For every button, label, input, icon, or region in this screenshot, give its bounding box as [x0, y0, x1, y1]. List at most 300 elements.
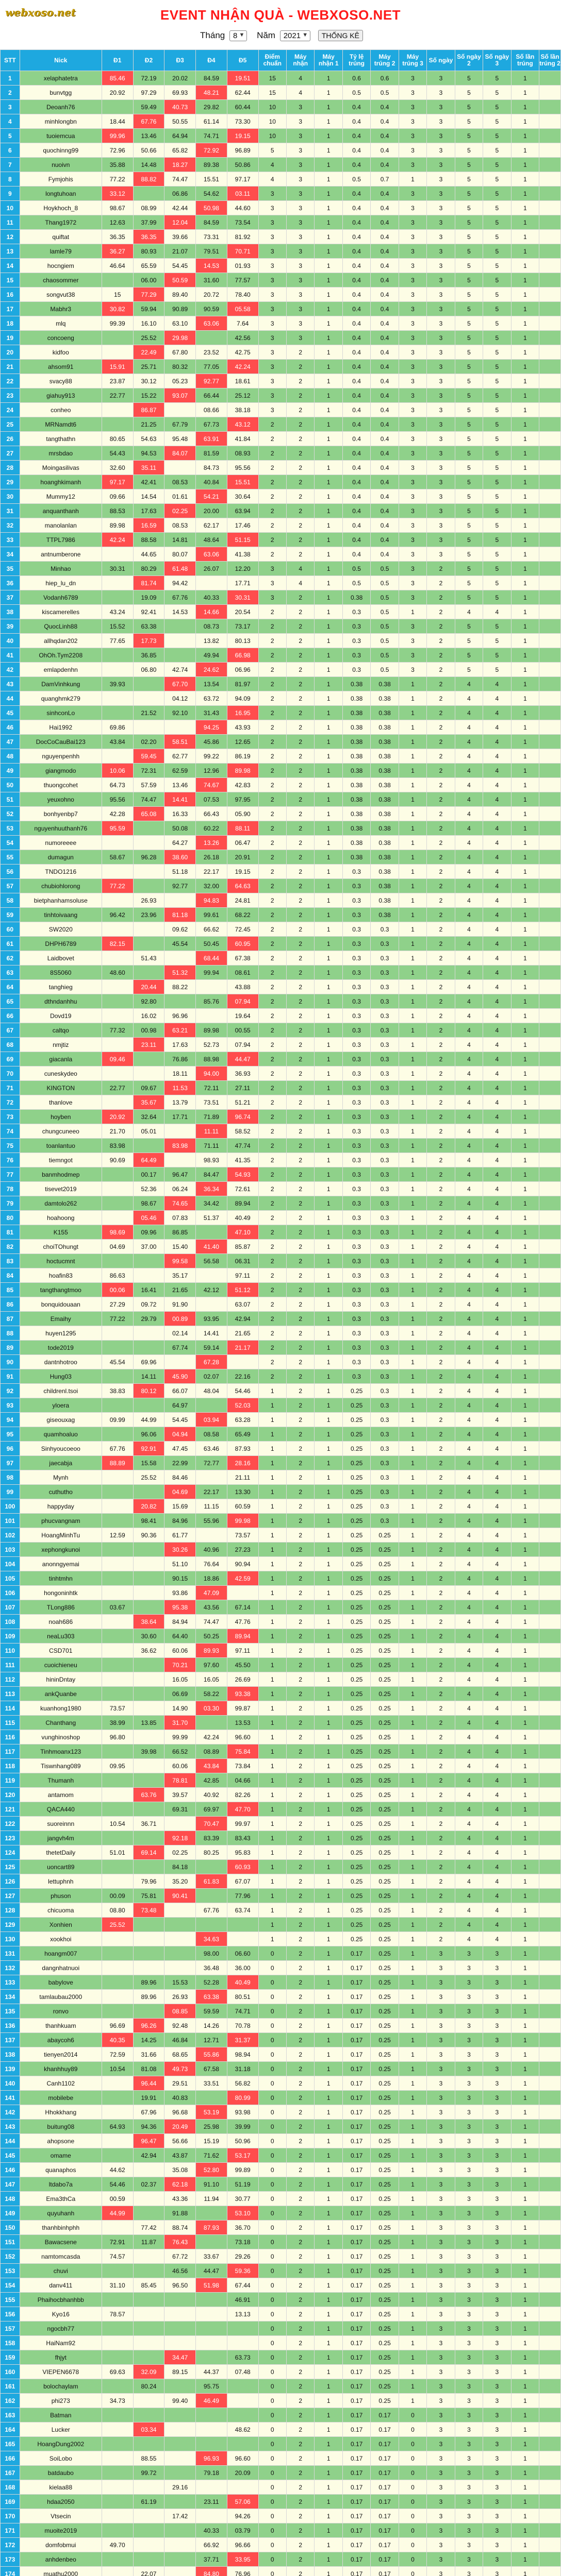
score-cell: 94.53: [133, 446, 164, 461]
stat-cell: 1: [511, 908, 539, 922]
nick-cell[interactable]: phucvangnam: [20, 1514, 102, 1528]
nick-cell[interactable]: DocCoCauBai123: [20, 735, 102, 749]
score-cell: [102, 1095, 133, 1110]
nick-cell[interactable]: thuongcohet: [20, 778, 102, 792]
nick-cell[interactable]: kuanhong1980: [20, 1701, 102, 1716]
nick-cell[interactable]: vunghinoshop: [20, 1730, 102, 1744]
score-cell: [133, 1961, 164, 1975]
nick-cell[interactable]: concoeng: [20, 331, 102, 345]
table-row: [1, 2278, 561, 2293]
score-cell: 05.58: [227, 302, 258, 316]
nick-cell[interactable]: Kyo16: [20, 2307, 102, 2321]
table-row: [1, 1903, 561, 1918]
nick-cell[interactable]: Hoykhoch_8: [20, 201, 102, 215]
nick-cell[interactable]: KINGTON: [20, 1081, 102, 1095]
nick-cell[interactable]: quanghmk279: [20, 691, 102, 706]
stat-cell: [539, 504, 561, 518]
nick-cell[interactable]: Thang1972: [20, 215, 102, 230]
nick-cell[interactable]: HoangDung2002: [20, 2437, 102, 2451]
score-cell: 13.13: [227, 2307, 258, 2321]
stat-cell: [539, 1081, 561, 1095]
nick-cell[interactable]: ltdabo7a: [20, 2177, 102, 2192]
nick-cell[interactable]: Fymjohis: [20, 172, 102, 187]
nick-cell[interactable]: tangthathn: [20, 432, 102, 446]
nick-cell[interactable]: 8S5060: [20, 965, 102, 980]
nick-cell[interactable]: tinhtoivaang: [20, 908, 102, 922]
nick-cell[interactable]: hocngiem: [20, 259, 102, 273]
score-cell: 70.21: [164, 1658, 196, 1672]
nick-cell[interactable]: bonquidouaan: [20, 1297, 102, 1312]
score-cell: 30.82: [102, 302, 133, 316]
nick-cell[interactable]: Hai1992: [20, 720, 102, 735]
nick-cell[interactable]: dantnhotroo: [20, 1355, 102, 1369]
nick-cell[interactable]: hiep_lu_dn: [20, 576, 102, 590]
score-cell: 57.59: [133, 778, 164, 792]
nick-cell[interactable]: QuocLinh88: [20, 619, 102, 634]
nick-cell[interactable]: ngocbh77: [20, 2321, 102, 2336]
nick-cell[interactable]: caltqo: [20, 1023, 102, 1038]
nick-cell[interactable]: SoiLobo: [20, 2451, 102, 2466]
stat-cell: 3: [455, 2495, 483, 2509]
nick-cell[interactable]: jaecabja: [20, 1456, 102, 1470]
nick-cell[interactable]: yeuxohno: [20, 792, 102, 807]
stat-cell: 1: [511, 2062, 539, 2076]
nick-cell[interactable]: HaiNam92: [20, 2336, 102, 2350]
nick-cell[interactable]: quamhoaluo: [20, 1427, 102, 1442]
stat-cell: 3: [427, 2509, 455, 2523]
score-cell: 62.59: [164, 764, 196, 778]
nick-cell[interactable]: longtuhoan: [20, 187, 102, 201]
nick-cell[interactable]: Hung03: [20, 1369, 102, 1384]
score-cell: 77.65: [102, 634, 133, 648]
nick-cell[interactable]: minhlongbn: [20, 114, 102, 129]
rank-cell: 43: [1, 677, 20, 691]
stat-cell: 1: [399, 1773, 426, 1788]
nick-cell[interactable]: phuson: [20, 1889, 102, 1903]
nick-cell[interactable]: hdaa2050: [20, 2495, 102, 2509]
stat-cell: 4: [483, 865, 511, 879]
table-row: [1, 2120, 561, 2134]
nick-cell[interactable]: hoanghkimanh: [20, 475, 102, 489]
stat-cell: 0.25: [371, 1788, 399, 1802]
nick-cell[interactable]: tinhtmhn: [20, 1571, 102, 1586]
month-select[interactable]: [229, 30, 247, 41]
nick-cell[interactable]: neaLu303: [20, 1629, 102, 1643]
nick-cell[interactable]: abaycoh6: [20, 2033, 102, 2047]
nick-cell[interactable]: toanlantuo: [20, 1139, 102, 1153]
stat-cell: 4: [286, 71, 314, 86]
stat-cell: 0.25: [371, 2033, 399, 2047]
nick-cell[interactable]: anhdenbeo: [20, 2552, 102, 2567]
nick-cell[interactable]: Tiswnhang089: [20, 1759, 102, 1773]
stat-cell: [539, 2365, 561, 2379]
stat-cell: 0.17: [342, 1946, 370, 1961]
nick-cell[interactable]: nuoivn: [20, 158, 102, 172]
rank-cell: 76: [1, 1153, 20, 1167]
score-cell: 32.00: [196, 879, 227, 893]
nick-cell[interactable]: jangvh4m: [20, 1831, 102, 1845]
stat-cell: 0.4: [342, 446, 370, 461]
nick-cell[interactable]: hoyben: [20, 1110, 102, 1124]
nick-cell[interactable]: thanhkuam: [20, 2019, 102, 2033]
nick-cell[interactable]: sinhconLo: [20, 706, 102, 720]
nick-cell[interactable]: svacy88: [20, 374, 102, 388]
nick-cell[interactable]: cuthutho: [20, 1485, 102, 1499]
nick-cell[interactable]: quyuhanh: [20, 2206, 102, 2221]
stat-cell: 4: [483, 937, 511, 951]
rank-cell: 6: [1, 143, 20, 158]
year-select[interactable]: [280, 30, 310, 41]
nick-cell[interactable]: chubiohlorong: [20, 879, 102, 893]
nick-cell[interactable]: dthndanhhu: [20, 994, 102, 1009]
nick-cell[interactable]: Vtsecin: [20, 2509, 102, 2523]
nick-cell[interactable]: TNDO1216: [20, 865, 102, 879]
nick-cell[interactable]: namtomcasda: [20, 2249, 102, 2264]
nick-cell[interactable]: numoreeee: [20, 836, 102, 850]
nick-cell[interactable]: thanhbinhphh: [20, 2221, 102, 2235]
nick-cell[interactable]: SW2020: [20, 922, 102, 937]
table-row: [1, 461, 561, 475]
nick-cell[interactable]: QACA440: [20, 1802, 102, 1817]
nick-cell[interactable]: conheo: [20, 403, 102, 417]
nick-cell[interactable]: OhOh.Tym2208: [20, 648, 102, 663]
nick-cell[interactable]: nmjtiz: [20, 1038, 102, 1052]
nick-cell[interactable]: hoafin83: [20, 1268, 102, 1283]
stat-cell: 2: [286, 2538, 314, 2552]
nick-cell[interactable]: xephongkunoi: [20, 1543, 102, 1557]
table-row: [1, 2307, 561, 2321]
nick-cell[interactable]: kiscamerelles: [20, 605, 102, 619]
nick-cell[interactable]: antamom: [20, 1788, 102, 1802]
nick-cell[interactable]: danv411: [20, 2278, 102, 2293]
score-cell: 11.15: [196, 1499, 227, 1514]
stat-cell: 1: [399, 1341, 426, 1355]
nick-cell[interactable]: CSD701: [20, 1643, 102, 1658]
nick-cell[interactable]: songvut38: [20, 287, 102, 302]
nick-cell[interactable]: buitung08: [20, 2120, 102, 2134]
stat-cell: 1: [399, 1788, 426, 1802]
nick-cell[interactable]: tienyen2014: [20, 2047, 102, 2062]
nick-cell[interactable]: quiftat: [20, 230, 102, 244]
stat-cell: 2: [427, 1326, 455, 1341]
stat-cell: 3: [427, 1990, 455, 2004]
stat-cell: [539, 533, 561, 547]
nick-cell[interactable]: Lucker: [20, 2422, 102, 2437]
nick-cell[interactable]: TTPL7986: [20, 533, 102, 547]
nick-cell[interactable]: bietphanhamsoluse: [20, 893, 102, 908]
stat-cell: 0.38: [342, 691, 370, 706]
nick-cell[interactable]: tisevet2019: [20, 1182, 102, 1196]
stat-cell: 0.17: [371, 2408, 399, 2422]
nick-cell[interactable]: anquanthanh: [20, 504, 102, 518]
nick-cell[interactable]: kidfoo: [20, 345, 102, 360]
nick-cell[interactable]: emlapdenhn: [20, 663, 102, 677]
stat-cell: 1: [511, 1038, 539, 1052]
score-cell: [102, 1874, 133, 1889]
score-cell: 96.74: [227, 1110, 258, 1124]
nick-cell[interactable]: tuoiemcua: [20, 129, 102, 143]
score-cell: [196, 1009, 227, 1023]
nick-cell[interactable]: xookhoi: [20, 1932, 102, 1946]
stat-cell: 4: [455, 1918, 483, 1932]
rank-cell: 96: [1, 1442, 20, 1456]
stat-cell: 2: [286, 1557, 314, 1571]
nick-cell[interactable]: mrsbdao: [20, 446, 102, 461]
stat-cell: 5: [483, 388, 511, 403]
stat-cell: 1: [315, 2394, 342, 2408]
nick-cell[interactable]: K155: [20, 1225, 102, 1240]
score-cell: [102, 2221, 133, 2235]
stat-cell: 0.4: [342, 360, 370, 374]
nick-cell[interactable]: Dovd19: [20, 1009, 102, 1023]
score-cell: 80.24: [133, 2379, 164, 2394]
stat-cell: 1: [315, 518, 342, 533]
stat-cell: 3: [483, 2437, 511, 2451]
score-cell: 86.87: [133, 403, 164, 417]
nick-cell[interactable]: giseouxag: [20, 1413, 102, 1427]
stat-cell: 4: [483, 994, 511, 1009]
nick-cell[interactable]: Laidbovet: [20, 951, 102, 965]
nick-cell[interactable]: bonhyenbp7: [20, 807, 102, 821]
nick-cell[interactable]: tangthangtmoo: [20, 1283, 102, 1297]
nick-cell[interactable]: xelaphatetra: [20, 71, 102, 86]
nick-cell[interactable]: muathu2000: [20, 2567, 102, 2576]
nick-cell[interactable]: giahuy913: [20, 388, 102, 403]
score-cell: 26.07: [196, 562, 227, 576]
table-row: [1, 2148, 561, 2163]
nick-cell[interactable]: ronvo: [20, 2004, 102, 2019]
score-cell: 27.23: [227, 1543, 258, 1557]
table-row: [1, 1413, 561, 1427]
stat-cell: 1: [399, 1744, 426, 1759]
score-cell: 80.32: [164, 360, 196, 374]
stat-cell: 3: [427, 302, 455, 316]
nick-cell[interactable]: Vodanh6789: [20, 590, 102, 605]
nick-cell[interactable]: ahsom91: [20, 360, 102, 374]
nick-cell[interactable]: Sinhyoucoeoo: [20, 1442, 102, 1456]
score-cell: [196, 2293, 227, 2307]
stat-cell: [539, 2408, 561, 2422]
nick-cell[interactable]: kielaa88: [20, 2480, 102, 2495]
stat-cell: 0.25: [371, 2047, 399, 2062]
nick-cell[interactable]: MRNamdt6: [20, 417, 102, 432]
stat-cell: 4: [483, 1139, 511, 1153]
nick-cell[interactable]: banmhodmep: [20, 1167, 102, 1182]
score-cell: 67.44: [227, 2278, 258, 2293]
nick-cell[interactable]: thetetDaily: [20, 1845, 102, 1860]
score-cell: 97.29: [133, 86, 164, 100]
stat-cell: 0.3: [342, 1355, 370, 1369]
nick-cell[interactable]: hininDntay: [20, 1672, 102, 1687]
nick-cell[interactable]: damtolo262: [20, 1196, 102, 1211]
nick-cell[interactable]: suoreinnn: [20, 1817, 102, 1831]
table-row: [1, 1543, 561, 1557]
nick-cell[interactable]: HoangMinhTu: [20, 1528, 102, 1543]
stat-cell: 0.3: [371, 965, 399, 980]
site-logo[interactable]: webxoso.net: [5, 6, 76, 19]
score-cell: [102, 417, 133, 432]
nick-cell[interactable]: hoctucmnt: [20, 1254, 102, 1268]
rank-cell: 10: [1, 201, 20, 215]
nick-cell[interactable]: quanaphos: [20, 2163, 102, 2177]
nick-cell[interactable]: tode2019: [20, 1341, 102, 1355]
nick-cell[interactable]: dumagun: [20, 850, 102, 865]
nick-cell[interactable]: TLong886: [20, 1600, 102, 1615]
nick-cell[interactable]: allhqdan202: [20, 634, 102, 648]
stat-cell: [539, 287, 561, 302]
stat-cell: 3: [483, 2350, 511, 2365]
stat-cell: 1: [315, 1701, 342, 1716]
stat-cell: 1: [399, 1802, 426, 1817]
nick-cell[interactable]: fhjyt: [20, 2350, 102, 2365]
stat-cell: 5: [483, 143, 511, 158]
stat-cell: 1: [315, 1153, 342, 1167]
nick-cell[interactable]: Thumanh: [20, 1773, 102, 1788]
nick-cell[interactable]: muoite2019: [20, 2523, 102, 2538]
nick-cell[interactable]: khanhhuy89: [20, 2062, 102, 2076]
nick-cell[interactable]: choiTOhungt: [20, 1240, 102, 1254]
stat-cell: 0.38: [342, 850, 370, 865]
statistics-button[interactable]: THỐNG KÊ: [318, 30, 363, 41]
nick-cell[interactable]: omame: [20, 2148, 102, 2163]
nick-cell[interactable]: DamVinhkung: [20, 677, 102, 691]
nick-cell[interactable]: lettuphnh: [20, 1874, 102, 1889]
score-cell: 43.12: [227, 417, 258, 432]
nick-cell[interactable]: Emaihy: [20, 1312, 102, 1326]
nick-cell[interactable]: Mummy12: [20, 489, 102, 504]
nick-cell[interactable]: tiemngot: [20, 1153, 102, 1167]
score-cell: 51.10: [164, 1557, 196, 1571]
stat-cell: [539, 316, 561, 331]
nick-cell[interactable]: giangmodo: [20, 764, 102, 778]
nick-cell[interactable]: Moingasilivas: [20, 461, 102, 475]
nick-cell[interactable]: Chanthang: [20, 1716, 102, 1730]
nick-cell[interactable]: VIEPEN6678: [20, 2365, 102, 2379]
nick-cell[interactable]: lamle79: [20, 244, 102, 259]
nick-cell[interactable]: childrenl.tsoi: [20, 1384, 102, 1398]
score-cell: 93.98: [227, 2105, 258, 2120]
nick-cell[interactable]: domfobmui: [20, 2538, 102, 2552]
stat-cell: 4: [483, 1687, 511, 1701]
table-row: [1, 764, 561, 778]
stat-cell: 2: [286, 1254, 314, 1268]
nick-cell[interactable]: hongoninhtk: [20, 1586, 102, 1600]
nick-cell[interactable]: nguyenpenhh: [20, 749, 102, 764]
score-cell: 84.94: [164, 1615, 196, 1629]
nick-cell[interactable]: Batman: [20, 2408, 102, 2422]
stat-cell: [539, 663, 561, 677]
table-row: [1, 836, 561, 850]
nick-cell[interactable]: chicuoma: [20, 1903, 102, 1918]
nick-cell[interactable]: hoahoong: [20, 1211, 102, 1225]
nick-cell[interactable]: antnumberone: [20, 547, 102, 562]
nick-cell[interactable]: cuneskydeo: [20, 1066, 102, 1081]
nick-cell[interactable]: Mabhr3: [20, 302, 102, 316]
nick-cell[interactable]: Tinhmoanx123: [20, 1744, 102, 1759]
nick-cell[interactable]: chuvi: [20, 2264, 102, 2278]
stat-cell: 0: [258, 2408, 286, 2422]
nick-cell[interactable]: chungcuneeo: [20, 1124, 102, 1139]
nick-cell[interactable]: hoangm007: [20, 1946, 102, 1961]
nick-cell[interactable]: mobilebe: [20, 2091, 102, 2105]
score-cell: 48.04: [196, 1384, 227, 1398]
stat-cell: 1: [511, 1283, 539, 1297]
nick-cell[interactable]: nguyenhuuthanh76: [20, 821, 102, 836]
score-cell: 14.81: [164, 533, 196, 547]
nick-cell[interactable]: ankQuanbe: [20, 1687, 102, 1701]
nick-cell[interactable]: noah686: [20, 1615, 102, 1629]
nick-cell[interactable]: tamlaubau2000: [20, 1990, 102, 2004]
nick-cell[interactable]: tanghieg: [20, 980, 102, 994]
nick-cell[interactable]: Bawacsene: [20, 2235, 102, 2249]
nick-cell[interactable]: thanlove: [20, 1095, 102, 1110]
nick-cell[interactable]: anonngyemai: [20, 1557, 102, 1571]
stat-cell: 2: [286, 1845, 314, 1860]
nick-cell[interactable]: mlq: [20, 316, 102, 331]
stat-cell: 1: [315, 1038, 342, 1052]
stat-cell: [539, 1052, 561, 1066]
stat-cell: 1: [315, 244, 342, 259]
nick-cell[interactable]: bunvtgg: [20, 86, 102, 100]
nick-cell[interactable]: Minhao: [20, 562, 102, 576]
rank-cell: 102: [1, 1528, 20, 1543]
stat-cell: 3: [427, 2062, 455, 2076]
stat-cell: 1: [511, 648, 539, 663]
nick-cell[interactable]: huyen1295: [20, 1326, 102, 1341]
stat-cell: 2: [427, 1355, 455, 1369]
nick-cell[interactable]: Deoanh76: [20, 100, 102, 114]
rank-cell: 65: [1, 994, 20, 1009]
stat-cell: 0.4: [371, 129, 399, 143]
stat-cell: 1: [399, 1730, 426, 1744]
nick-cell[interactable]: happyday: [20, 1499, 102, 1514]
stat-cell: 4: [455, 1615, 483, 1629]
nick-cell[interactable]: giacanla: [20, 1052, 102, 1066]
nick-cell[interactable]: Hhokkhang: [20, 2105, 102, 2120]
score-cell: [102, 1961, 133, 1975]
nick-cell[interactable]: ahopsone: [20, 2134, 102, 2148]
nick-cell[interactable]: manolanlan: [20, 518, 102, 533]
stat-cell: 3: [427, 2336, 455, 2350]
nick-cell[interactable]: cuoichieneu: [20, 1658, 102, 1672]
nick-cell[interactable]: quochinng99: [20, 143, 102, 158]
nick-cell[interactable]: Canh1102: [20, 2076, 102, 2091]
column-header: Máy trúng 3: [399, 50, 426, 71]
nick-cell[interactable]: yloera: [20, 1398, 102, 1413]
stat-cell: 1: [399, 2321, 426, 2336]
stat-cell: 2: [286, 1990, 314, 2004]
nick-cell[interactable]: uoncart89: [20, 1860, 102, 1874]
nick-cell[interactable]: Phaihocbhanhbb: [20, 2293, 102, 2307]
stat-cell: 3: [483, 2321, 511, 2336]
nick-cell[interactable]: babylove: [20, 1975, 102, 1990]
nick-cell[interactable]: Mynh: [20, 1470, 102, 1485]
score-cell: 26.69: [227, 1672, 258, 1687]
nick-cell[interactable]: Ema3thCa: [20, 2192, 102, 2206]
score-cell: 38.64: [133, 1615, 164, 1629]
score-cell: [164, 2336, 196, 2350]
nick-cell[interactable]: DHPH6789: [20, 937, 102, 951]
nick-cell[interactable]: phi273: [20, 2394, 102, 2408]
table-row: [1, 201, 561, 215]
stat-cell: 1: [511, 691, 539, 706]
nick-cell[interactable]: batdaubo: [20, 2466, 102, 2480]
nick-cell[interactable]: dangnhatnuoi: [20, 1961, 102, 1975]
nick-cell[interactable]: chaosommer: [20, 273, 102, 287]
rank-cell: 73: [1, 1110, 20, 1124]
nick-cell[interactable]: bolochaylam: [20, 2379, 102, 2394]
nick-cell[interactable]: Xonhien: [20, 1918, 102, 1932]
